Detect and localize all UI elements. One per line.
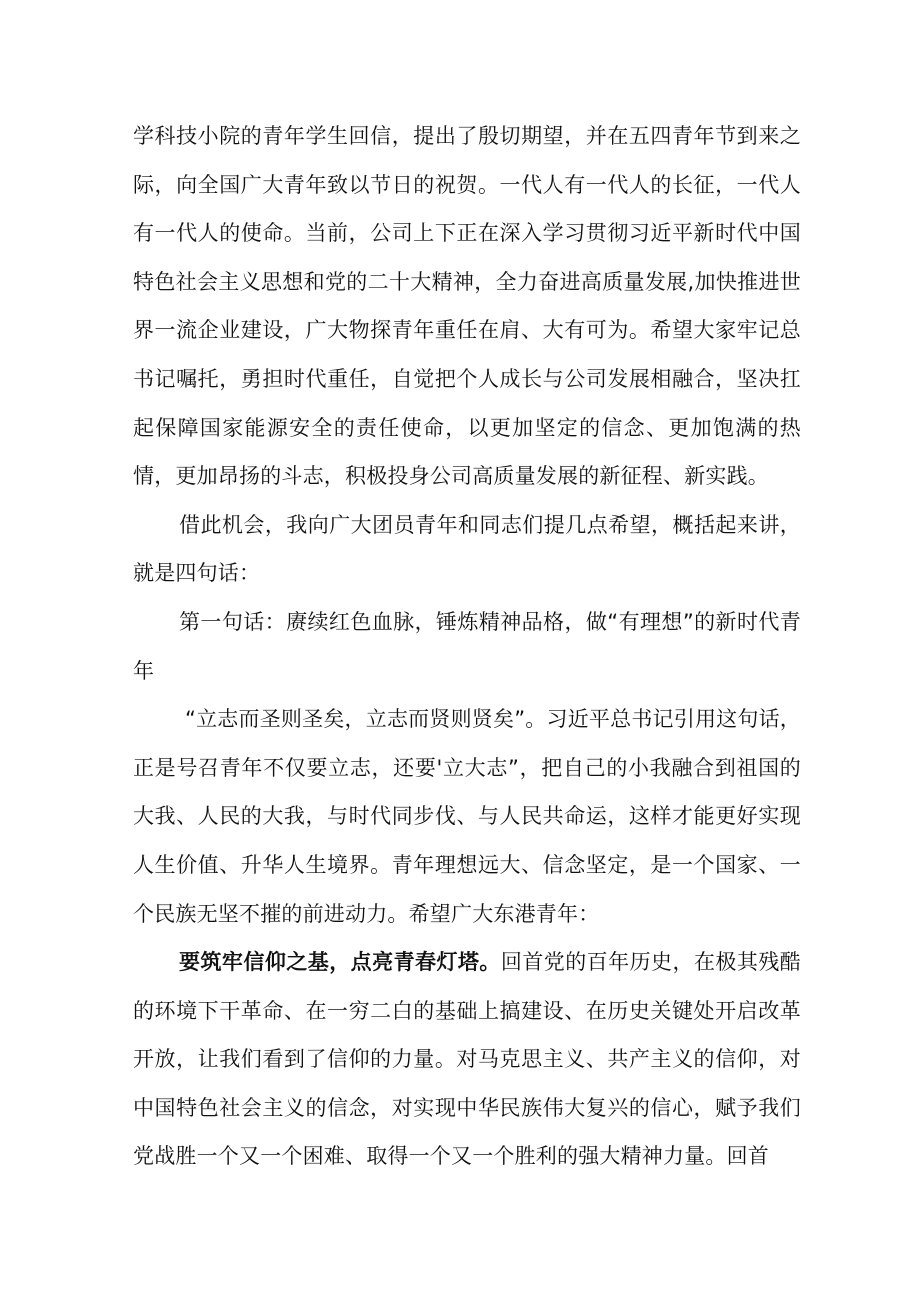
paragraph-1-text: 学科技小院的青年学生回信，提出了殷切期望，并在五四青年节到来之际，向全国广大青年致以节日的祝贺。一代人有一代人的长征，一代人有一代人的使命。当前，公司上下正在深入学习贯彻习近平新时代中国特色社会主义思想和党的二十大精神，全力奋进高质量发展,加快推进世界一流企业建设，广大物探青年重任在肩、大有可为。希望大家牢记总书记嘱托，勇担时代重任，自觉把个人成长与公司发展相融合，坚决扛起保障国家能源安全的责任使命，以更加坚定的信念、更加饱满的热情，更加昂扬的斗志，积极投身公司高质量发展的新征程、新实践。 [133,124,801,489]
paragraph-2 [133,501,801,598]
paragraph-3-text: 第一句话：赓续红色血脉，锤炼精神品格，做“有理想”的新时代青年 [133,609,801,683]
paragraph-3-heading [133,598,801,695]
paragraph-2-text: 借此机会，我向广大团员青年和同志们提几点希望，概括起来讲，就是四句话： [133,512,801,586]
paragraph-5 [133,938,801,1181]
paragraph-5-lead: 要筑牢信仰之基，点亮青春灯塔。 [179,950,501,975]
paragraph-5-text: 回首党的百年历史，在极其残酷的环境下干革命、在一穷二白的基础上搞建设、在历史关键处开启改革开放，让我们看到了信仰的力量。对马克思主义、共产主义的信仰，对中国特色社会主义的信念，对实现中华民族伟大复兴的信心，赋予我们党战胜一个又一个困难、取得一个又一个胜利的强大精神力量。回首 [133,950,801,1169]
paragraph-4-text: “立志而圣则圣矣，立志而贤则贤矣”。习近平总书记引用这句话，正是号召青年不仅要立志，还要'立大志”，把自己的小我融合到祖国的大我、人民的大我，与时代同步伐、与人民共命运，这样才能更好实现人生价值、升华人生境界。青年理想远大、信念坚定，是一个国家、一个民族无坚不摧的前进动力。希望广大东港青年： [133,707,801,926]
document-body [133,112,801,1181]
paragraph-4 [133,695,801,938]
paragraph-1 [133,112,801,501]
